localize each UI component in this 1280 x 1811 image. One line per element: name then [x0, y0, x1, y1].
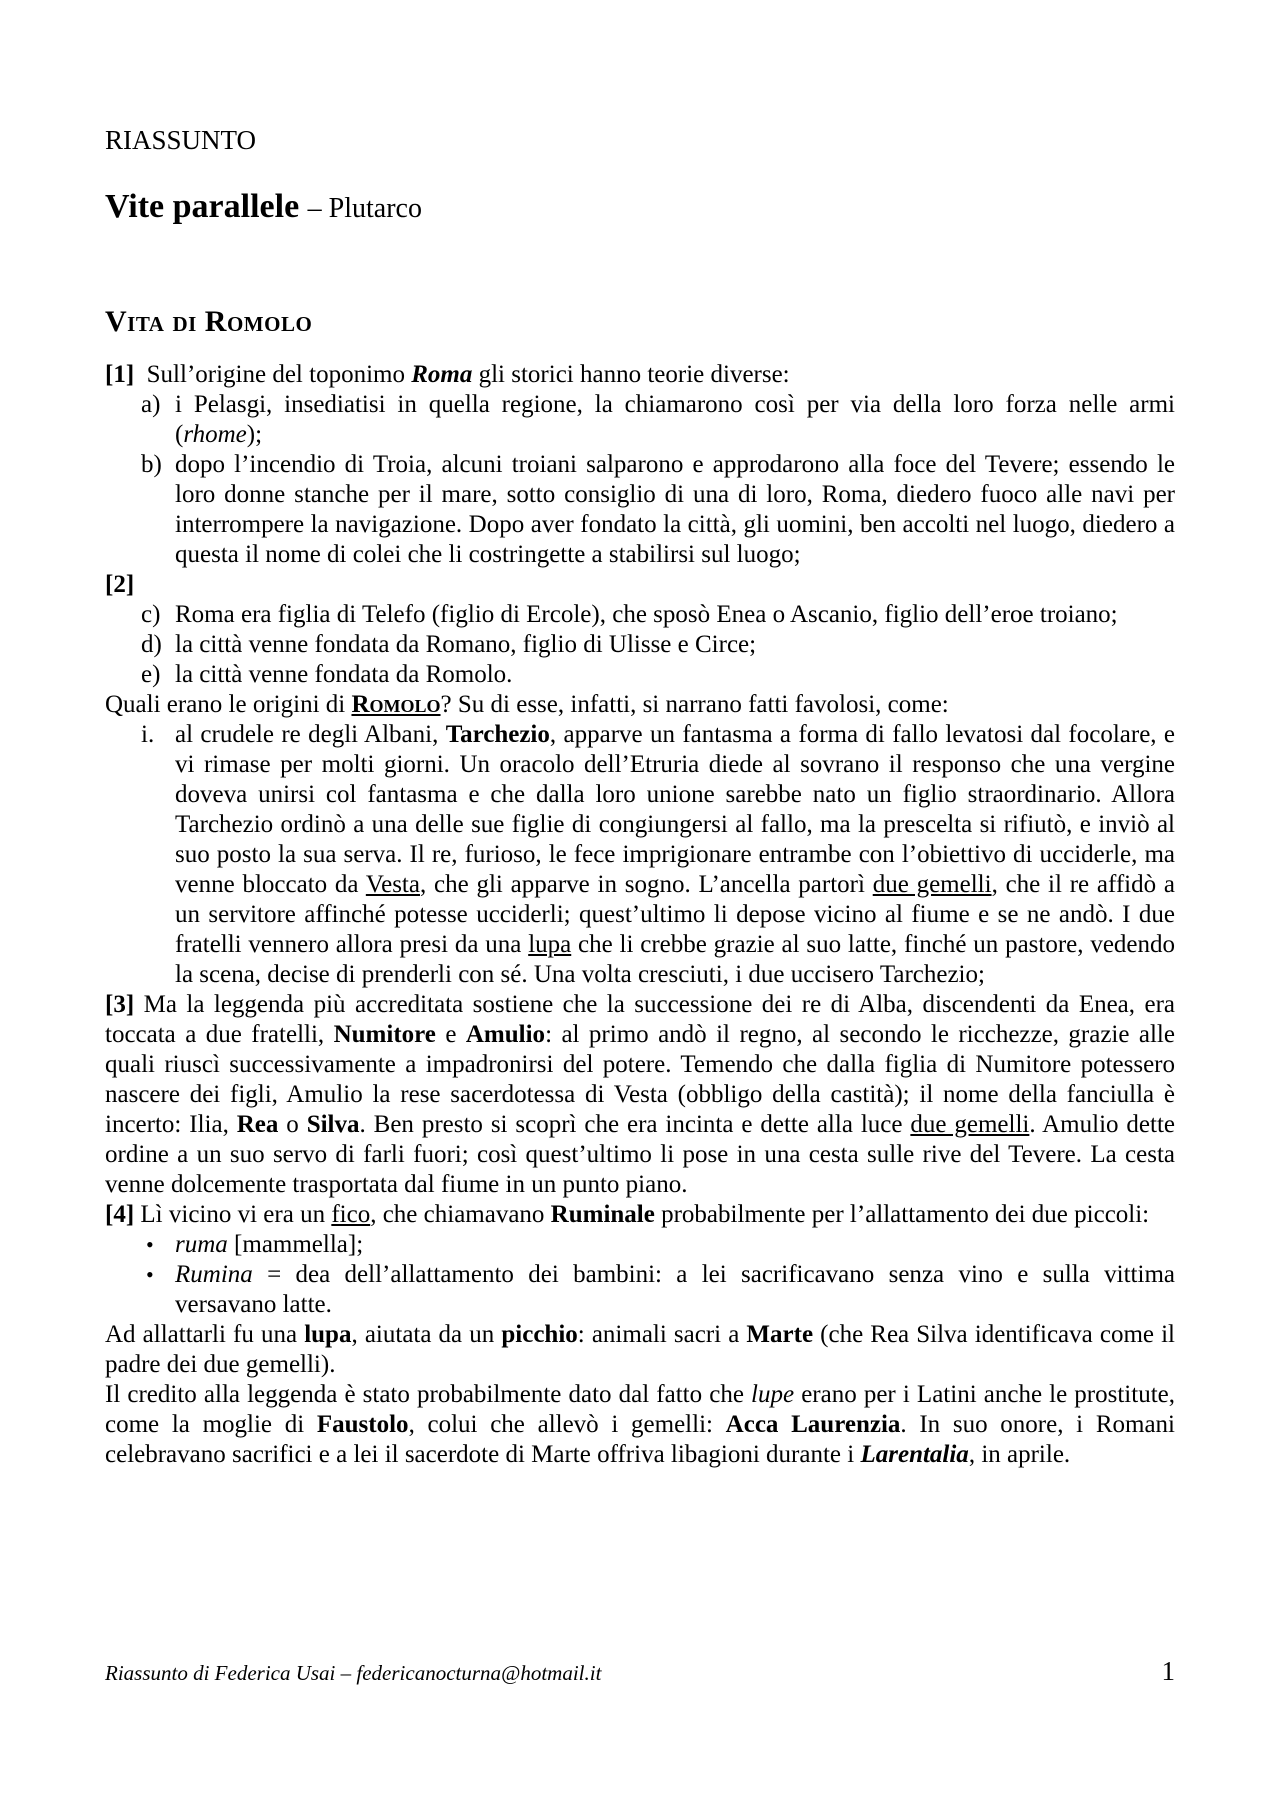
document-body — [105, 360, 1175, 1470]
list-item-text: dopo l’incendio di Troia, alcuni troiani salparono e approdarono alla foce del Tevere; essendo le loro donne stanche per il mare, sotto consiglio di una di loro, Roma, diedero fuoco alle navi per interrompere la navigazione. Dopo aver fondato la città, gli uomini, ben accolti nel luogo, diedero a questa il nome di colei che li costringette a stabilirsi sul luogo; — [175, 451, 1175, 568]
paragraph-allattamento: Ad allattarli fu una lupa, aiutata da un picchio: animali sacri a Marte (che Rea Silva identificava come il padre dei due gemelli). — [105, 1321, 1175, 1378]
list-item-a — [105, 390, 1175, 450]
paragraph-3: [3] Ma la leggenda più accreditata sostiene che la successione dei re di Alba, discendenti da Enea, era toccata a due fratelli, Numitore e Amulio: al primo andò il regno, al secondo le ricchezze, grazie alle quali riuscì successivamente a impadronirsi del potere. Temendo che dalla figlia di Numitore potessero nascere dei figli, Amulio la rese sacerdotessa di Vesta (obbligo della castità); il nome della fanciulla è incerto: Ilia, Rea o Silva. Ben presto si scoprì che era incinta e dette alla luce due gemelli. Amulio dette ordine a un suo servo di farli fuori; così quest’ultimo li pose in una cesta sulle rive del Tevere. La cesta venne dolcemente trasportata dal fiume in un punto piano. — [105, 991, 1176, 1198]
list-item-roman-i — [105, 720, 1175, 990]
paragraph-4: [4] Lì vicino vi era un fico, che chiamavano Ruminale probabilmente per l’allattamento dei due piccoli: — [105, 1201, 1150, 1228]
paragraph-1: [1] Sull’origine del toponimo Roma gli storici hanno teorie diverse: — [105, 361, 790, 388]
bullet-item-rumina — [105, 1260, 1175, 1320]
document-title: Vite parallele — [105, 188, 300, 225]
paragraph-credito-leggenda: Il credito alla leggenda è stato probabilmente dato dal fatto che lupe erano per i Latini anche le prostitute, come la moglie di Faustolo, colui che allevò i gemelli: Acca Laurenzia. In suo onore, i Romani celebravano sacrifici e a lei il sacerdote di Marte offriva libagioni durante i Larentalia, in aprile. — [105, 1381, 1175, 1468]
list-item-d — [105, 630, 1175, 660]
list-item-c — [105, 600, 1175, 630]
title-line — [105, 186, 1175, 230]
document-author: – Plutarco — [307, 193, 422, 224]
list-item-text: Roma era figlia di Telefo (figlio di Ercole), che sposò Enea o Ascanio, figlio dell’eroe troiano; — [175, 601, 1118, 628]
list-item-text: al crudele re degli Albani, Tarchezio, apparve un fantasma a forma di fallo levatosi dal focolare, e vi rimase per molti giorni. Un oracolo dell’Etruria diede al sovrano il responso che una vergine doveva unirsi col fantasma e che dalla loro unione sarebbe nato un figlio straordinario. Allora Tarchezio ordinò a una delle sue figlie di congiungersi al fallo, ma la prescelta si rifiutò, e inviò al suo posto la sua serva. Il re, furioso, le fece imprigionare entrambe con l’obiettivo di ucciderle, ma venne bloccato da Vesta, che gli apparve in sogno. L’ancella partorì due gemelli, che il re affidò a un servitore affinché potesse ucciderli; quest’ultimo li depose vicino al fiume e se ne andò. I due fratelli vennero allora presi da una lupa che li crebbe grazie al suo latte, finché un pastore, vedendo la scena, decise di prenderli con sé. Una volta cresciuti, i due uccisero Tarchezio; — [175, 721, 1176, 988]
footer-credit: Riassunto di Federica Usai – federicanocturna@hotmail.it — [105, 1661, 602, 1685]
list-item-e — [105, 660, 1175, 690]
list-marker: c) — [141, 601, 161, 628]
list-item-text: ruma [mammella]; — [175, 1231, 364, 1258]
list-marker: a) — [141, 391, 161, 418]
footer — [105, 1656, 1175, 1687]
list-marker: b) — [141, 451, 162, 478]
bullet-item-ruma — [105, 1230, 1175, 1260]
list-item-text: Rumina = dea dell’allattamento dei bambini: a lei sacrificavano senza vino e sulla vittima versavano latte. — [175, 1261, 1175, 1318]
section-heading-vita-di-romolo: Vita di Romolo — [105, 305, 313, 338]
paragraph-2-label: [2] — [105, 571, 135, 598]
paragraph-origins-question: Quali erano le origini di Romolo? Su di esse, infatti, si narrano fatti favolosi, come: — [105, 691, 949, 718]
list-item-text: la città venne fondata da Romolo. — [175, 661, 513, 688]
list-item-text: la città venne fondata da Romano, figlio di Ulisse e Circe; — [175, 631, 757, 658]
bullet-icon: • — [146, 1232, 154, 1257]
bullet-icon: • — [146, 1262, 154, 1287]
page-number: 1 — [1161, 1656, 1175, 1686]
list-item-b — [105, 450, 1175, 570]
list-marker: e) — [141, 661, 161, 688]
list-marker: d) — [141, 631, 162, 658]
list-marker: i. — [141, 721, 155, 748]
summary-label: RIASSUNTO — [105, 125, 257, 155]
list-item-text: i Pelasgi, insediatisi in quella regione, la chiamarono così per via della loro forza nelle armi (rhome); — [175, 391, 1175, 448]
